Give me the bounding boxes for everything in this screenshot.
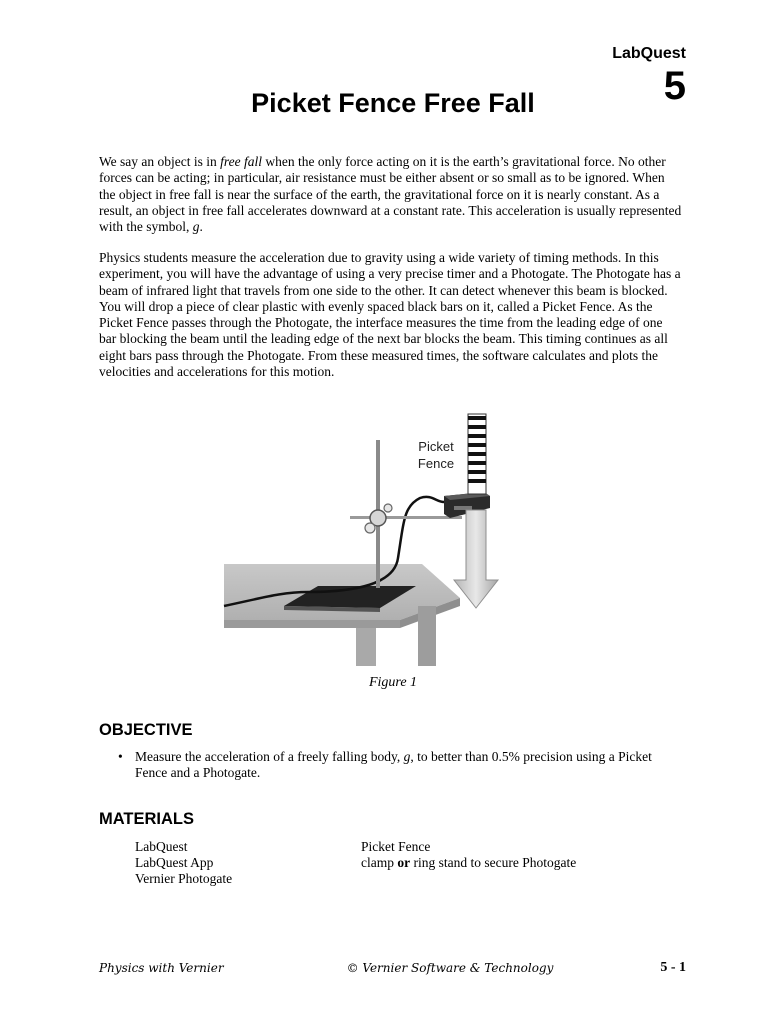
materials-column-2 — [361, 839, 576, 871]
list-item: LabQuest App — [135, 855, 214, 870]
list-item: Vernier Photogate — [135, 871, 233, 886]
footer-copyright: © Vernier Software & Technology — [346, 961, 554, 975]
list-item: • Measure the acceleration of a freely falling body, g, to better than 0.5% precision using a Picket Fence and a Photogate. — [118, 749, 652, 781]
page-title: Picket Fence Free Fall — [251, 88, 535, 118]
table-leg — [356, 628, 376, 666]
chapter-number: 5 — [663, 64, 686, 108]
list-item: clamp or ring stand to secure Photogate — [361, 855, 577, 870]
table-leg — [418, 606, 436, 666]
footer-page-number: 5 - 1 — [660, 960, 686, 975]
materials-heading: MATERIALS — [99, 810, 195, 828]
objective-list — [99, 749, 683, 782]
apparatus-figure — [222, 410, 522, 670]
intro-paragraph-2: Physics students measure the acceleration due to gravity using a wide variety of timing methods. In this experiment, you will have the advantage of using a very precise timer and a Photogate. The Photogate has a beam of infrared light that travels from one side to the other. It can detect whenever this beam is blocked. You will drop a piece of clear plastic with evenly spaced black bars on it, called a Picket Fence. As the Picket Fence passes through the Photogate, the interface measures the time from the leading edge of one bar blocking the beam until the leading edge of the next bar blocks the beam. This timing continues as all eight bars pass through the Photogate. From these measured times, the software calculates and plots the velocities and accelerations for this motion. — [99, 250, 681, 380]
clamp-arm — [350, 516, 462, 519]
brand-label: LabQuest — [612, 45, 686, 62]
list-item: Picket Fence — [361, 839, 431, 854]
footer-book-title: Physics with Vernier — [99, 961, 224, 975]
fall-direction-arrow — [454, 510, 498, 608]
materials-column-1 — [135, 839, 232, 887]
list-item: LabQuest — [135, 839, 188, 854]
picket-fence-label: Fence — [417, 456, 455, 471]
picket-fence — [468, 414, 486, 494]
bullet: • — [118, 749, 123, 764]
objective-heading: OBJECTIVE — [99, 721, 193, 739]
intro-paragraph-1: We say an object is in free fall when the only force acting on it is the earth’s gravitational force. No other forces can be acting; in particular, air resistance must be either absent or so small as to be ignored. When the object in free fall is near the surface of the earth, the gravitational force on it is nearly constant. As a result, an object in free fall accelerates downward at a constant rate. This acceleration is usually represented with the symbol, g. — [99, 154, 682, 235]
picket-fence-label: Picket — [418, 439, 454, 454]
figure-caption: Figure 1 — [368, 675, 418, 690]
